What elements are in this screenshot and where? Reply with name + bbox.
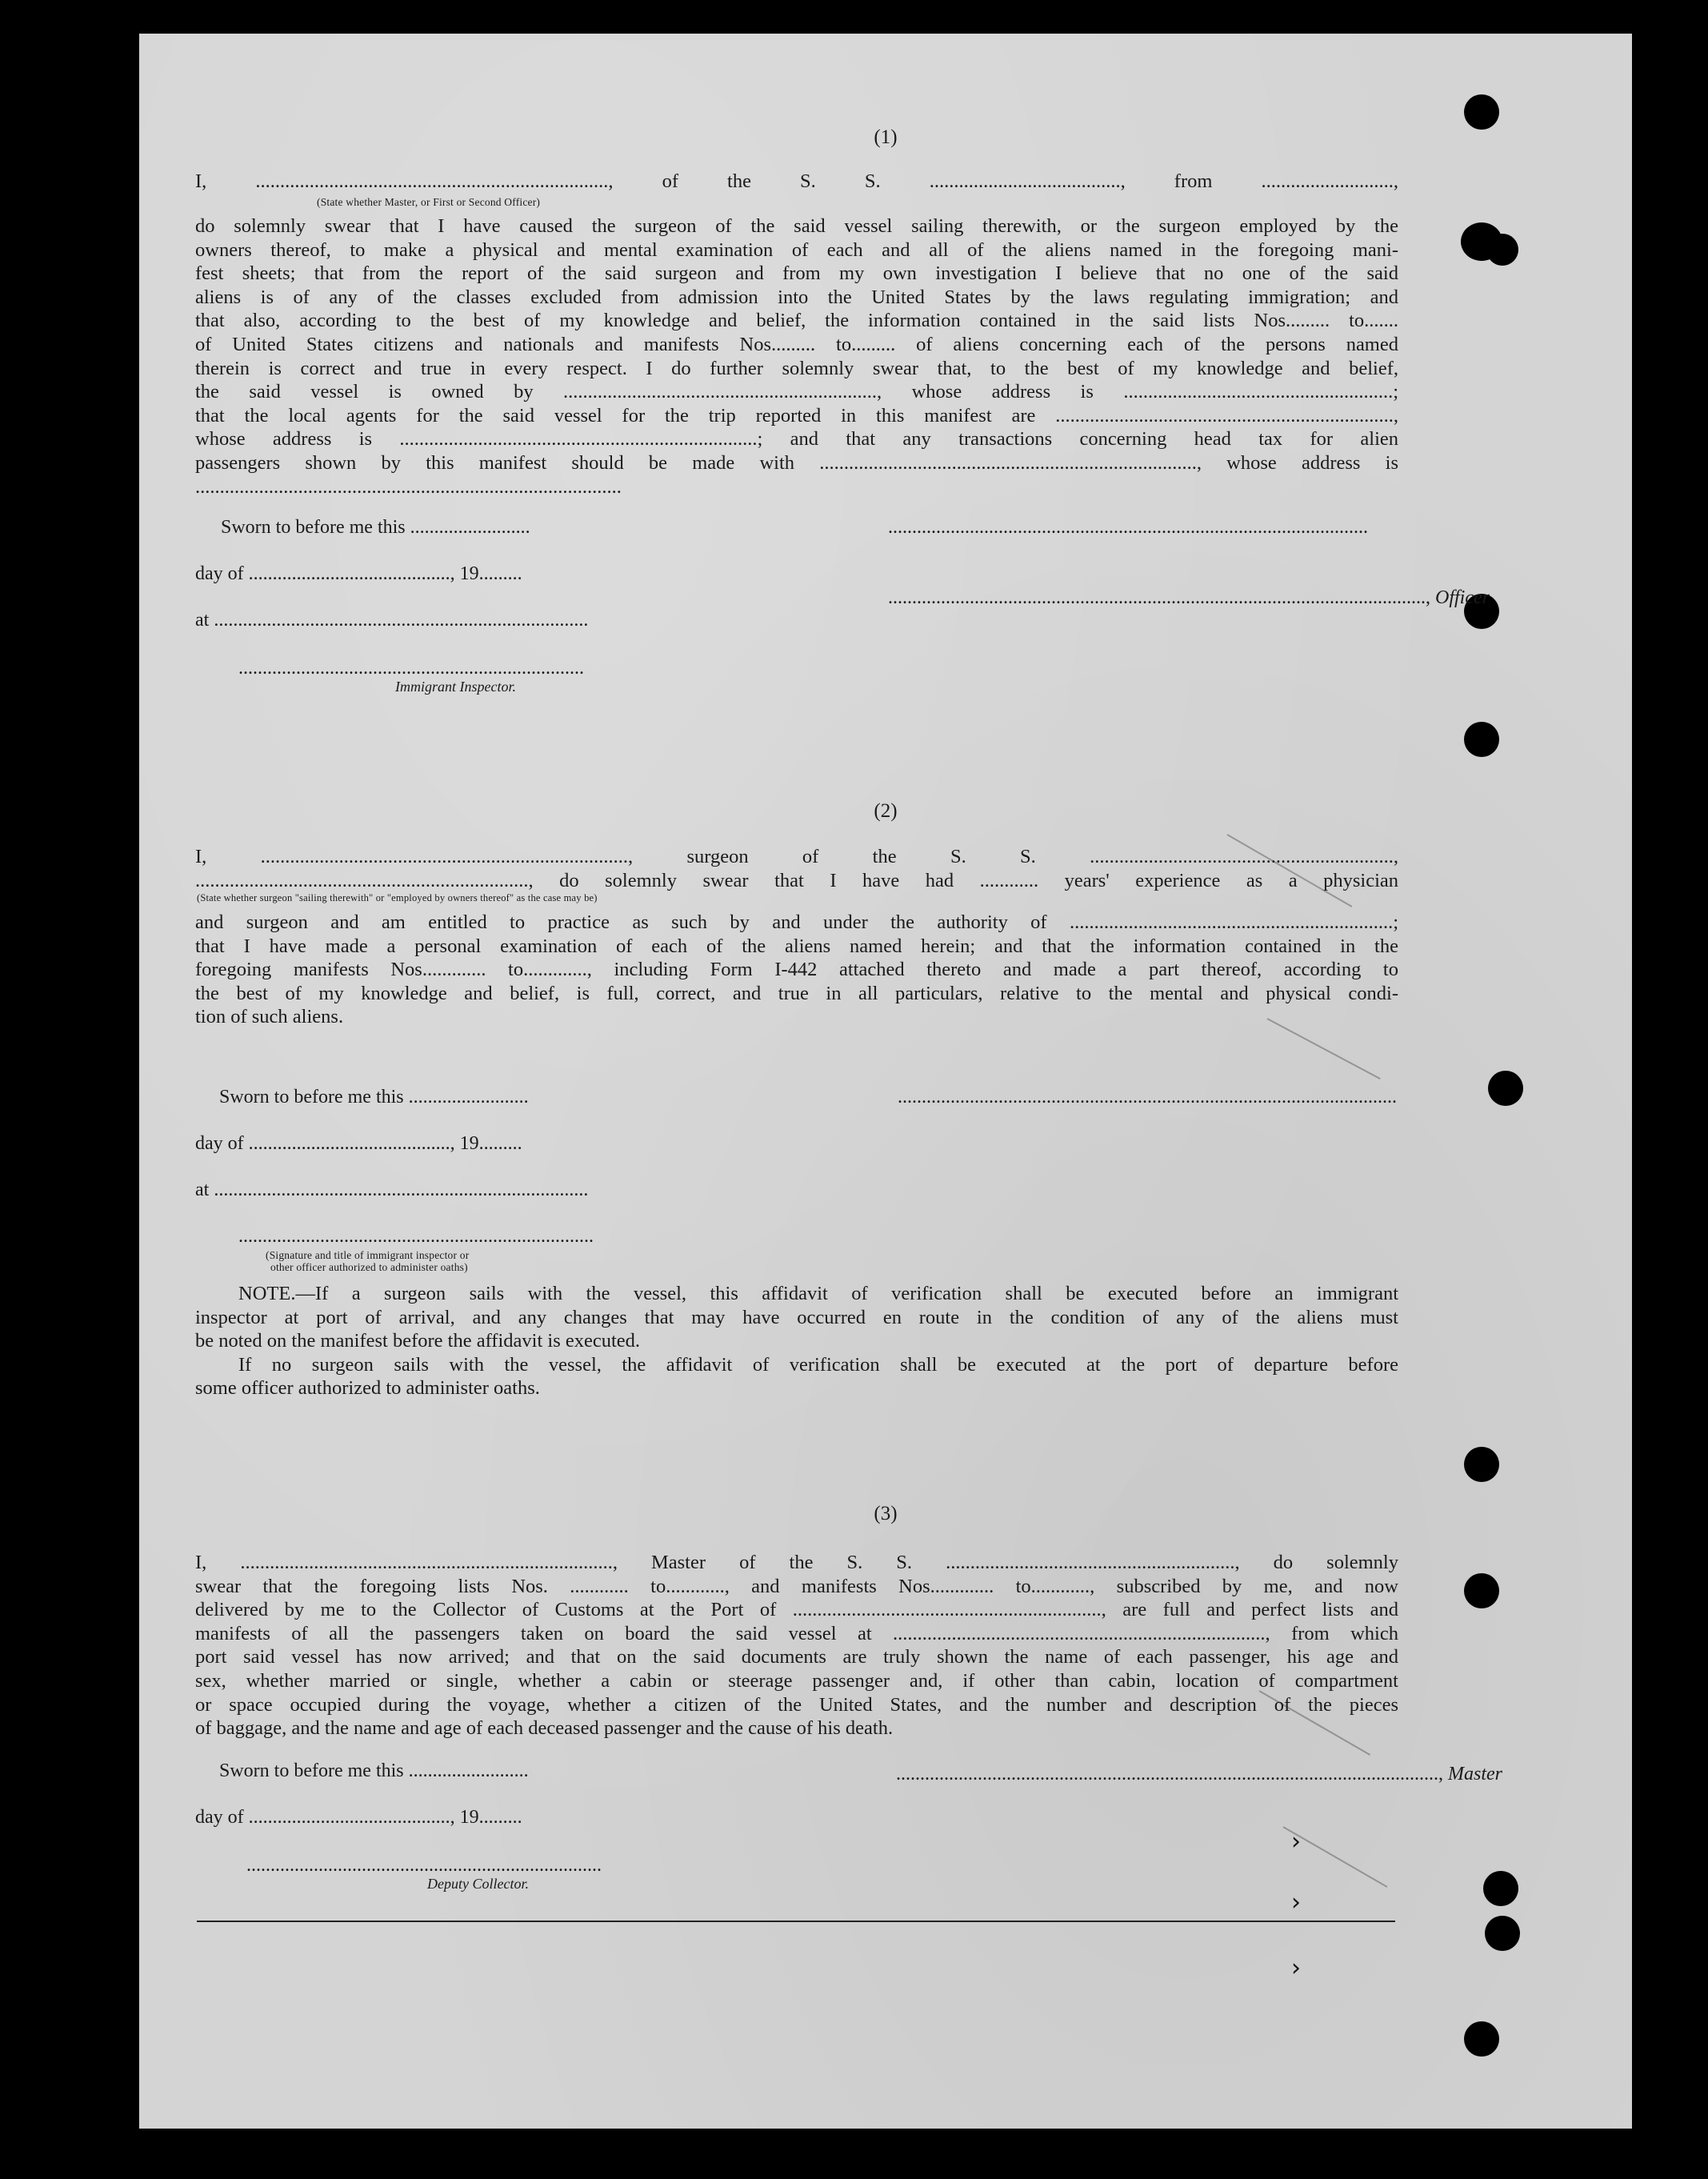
section-3-line: of baggage, and the name and age of each deceased passenger and the cause of his death. [195,1717,894,1740]
collector-line: .......................................................................... [246,1855,602,1876]
section-1-line: ....................................................................................... [195,475,622,498]
master-dots: ................................................................................................................. [896,1764,1438,1784]
signer-line: .......................................................................... [238,1226,594,1247]
punch-hole [1485,1916,1520,1951]
note-line: NOTE.—If a surgeon sails with the vessel, this affidavit of verification shall be executed before an immigrant [238,1283,1398,1304]
punch-hole [1464,94,1499,130]
note-line: inspector at port of arrival, and any changes that may have occurred en route in the condition of any of the aliens must [195,1306,1398,1328]
note-line: If no surgeon sails with the vessel, the affidavit of verification shall be executed at the port of departure before [238,1353,1398,1376]
section-3-line: manifests of all the passengers taken on board the said vessel at ............................................................................, from which [195,1622,1398,1644]
section-2-line: tion of such aliens. [195,1006,344,1028]
section-1-line: therein is correct and true in every respect. I do further solemnly swear that, to the best of my knowledge and belief, [195,357,1398,379]
section-2-line: foregoing manifests Nos............. to............., including Form I-442 attached thereto and made a part thereof, according to [195,959,1398,981]
inspector-line: ........................................................................ [238,658,584,679]
section-3-line: port said vessel has now arrived; and that on the said documents are truly shown the name of each passenger, his age and [195,1646,1398,1668]
at-label: at .............................................................................. [195,610,589,631]
section-2-line: ...................................................................., do solemnly swear that I have had ............ years' experience as a physician [195,869,1398,891]
officer-note: (State whether Master, or First or Second Officer) [317,196,541,208]
punch-hole [1464,1573,1499,1608]
section-1-line: fest sheets; that from the report of the said surgeon and from my own investigation I believe that no one of the said [195,262,1398,285]
signer-note: (Signature and title of immigrant inspector or [266,1249,470,1261]
section-1-line: whose address is .........................................................................; and that any transactions concerning head tax for alien [195,428,1398,451]
punch-hole [1464,1447,1499,1482]
pencil-mark [1267,1018,1381,1079]
officer-dots: ................................................................................................................ [888,587,1426,608]
section-1-line: the said vessel is owned by ................................................................, whose address is .......................................................; [195,381,1398,403]
section-3-line: or space occupied during the voyage, whether a citizen of the United States, and the number and description of the pieces [195,1693,1398,1716]
handwritten-check-mark: › [1291,1954,1301,1982]
section-3-line: I, ............................................................................, Master of the S. S. ..........................................................., do solemnly [195,1552,1398,1573]
manifest-page [139,34,1632,2129]
master-label: Master [1448,1764,1502,1784]
section-1-line: of United States citizens and nationals and manifests Nos......... to......... of aliens concerning each of the persons named [195,334,1398,355]
section-1-line: passengers shown by this manifest should be made with ............................................................................., whose address is [195,452,1398,474]
section-1-number: (1) [874,126,898,148]
section-2-line: and surgeon and am entitled to practice as such by and under the authority of ..................................................................; [195,911,1398,933]
section-2-line: the best of my knowledge and belief, is full, correct, and true in all particulars, relative to the mental and physical condi- [195,982,1398,1004]
collector-label: Deputy Collector. [427,1876,529,1892]
sworn-label: Sworn to before me this ......................... [221,517,530,538]
master-line: ................................................................................................................., Master [896,1764,1502,1784]
sworn-label: Sworn to before me this ......................... [219,1760,529,1781]
at-label: at .............................................................................. [195,1180,589,1200]
signature-line: ........................................................................................................ [898,1087,1397,1108]
section-1-line: do solemnly swear that I have caused the surgeon of the said vessel sailing therewith, or the surgeon employed by the [195,215,1398,237]
sworn-label: Sworn to before me this ......................... [219,1087,529,1108]
punch-hole [1464,2021,1499,2057]
day-label: day of .........................................., 19......... [195,563,522,584]
officer-line: ................................................................................................................, Officer [888,587,1490,608]
section-1-line: that the local agents for the said vessel for the trip reported in this manifest are ....................................................................., [195,404,1398,427]
section-2-line: that I have made a personal examination of each of the aliens named herein; and that the information contained in the [195,935,1398,957]
section-3-line: sex, whether married or single, whether a cabin or steerage passenger and, if other than cabin, location of compartment [195,1670,1398,1692]
section-2-number: (2) [874,800,898,822]
section-3-line: delivered by me to the Collector of Customs at the Port of ..............................................................., are full and perfect lists and [195,1599,1398,1621]
handwritten-check-mark: › [1291,1828,1301,1856]
bottom-rule [197,1921,1395,1922]
punch-hole [1488,1071,1523,1106]
surgeon-note: (State whether surgeon "sailing therewith" or "employed by owners thereof" as the case may be) [197,892,598,903]
section-1-line: that also, according to the best of my knowledge and belief, the information contained in the said lists Nos......... to....... [195,310,1398,332]
signer-note: other officer authorized to administer oaths) [270,1261,468,1273]
punch-hole [1483,1871,1518,1906]
note-line: be noted on the manifest before the affidavit is executed. [195,1330,641,1352]
inspector-label: Immigrant Inspector. [395,679,516,695]
section-2-line: I, ..........................................................................., surgeon of the S. S. .............................................................., [195,846,1398,867]
section-1-line: aliens is of any of the classes excluded from admission into the United States by the laws regulating immigration; and [195,286,1398,308]
officer-label: Officer [1435,587,1490,608]
section-3-number: (3) [874,1503,898,1524]
day-label: day of .........................................., 19......... [195,1133,522,1154]
section-3-line: swear that the foregoing lists Nos. ............ to............, and manifests Nos............. to............, subscribed by me, and now [195,1575,1398,1597]
note-line: some officer authorized to administer oaths. [195,1377,540,1400]
section-1-line: I, ........................................................................, of the S. S. ......................................., from ..........................., [195,170,1398,192]
day-label: day of .........................................., 19......... [195,1807,522,1828]
handwritten-check-mark: › [1291,1889,1301,1917]
punch-hole [1486,234,1518,266]
section-1-line: owners thereof, to make a physical and mental examination of each and all of the aliens named in the foregoing mani- [195,238,1398,261]
signature-line: .................................................................................................... [888,517,1368,538]
punch-hole [1464,722,1499,757]
